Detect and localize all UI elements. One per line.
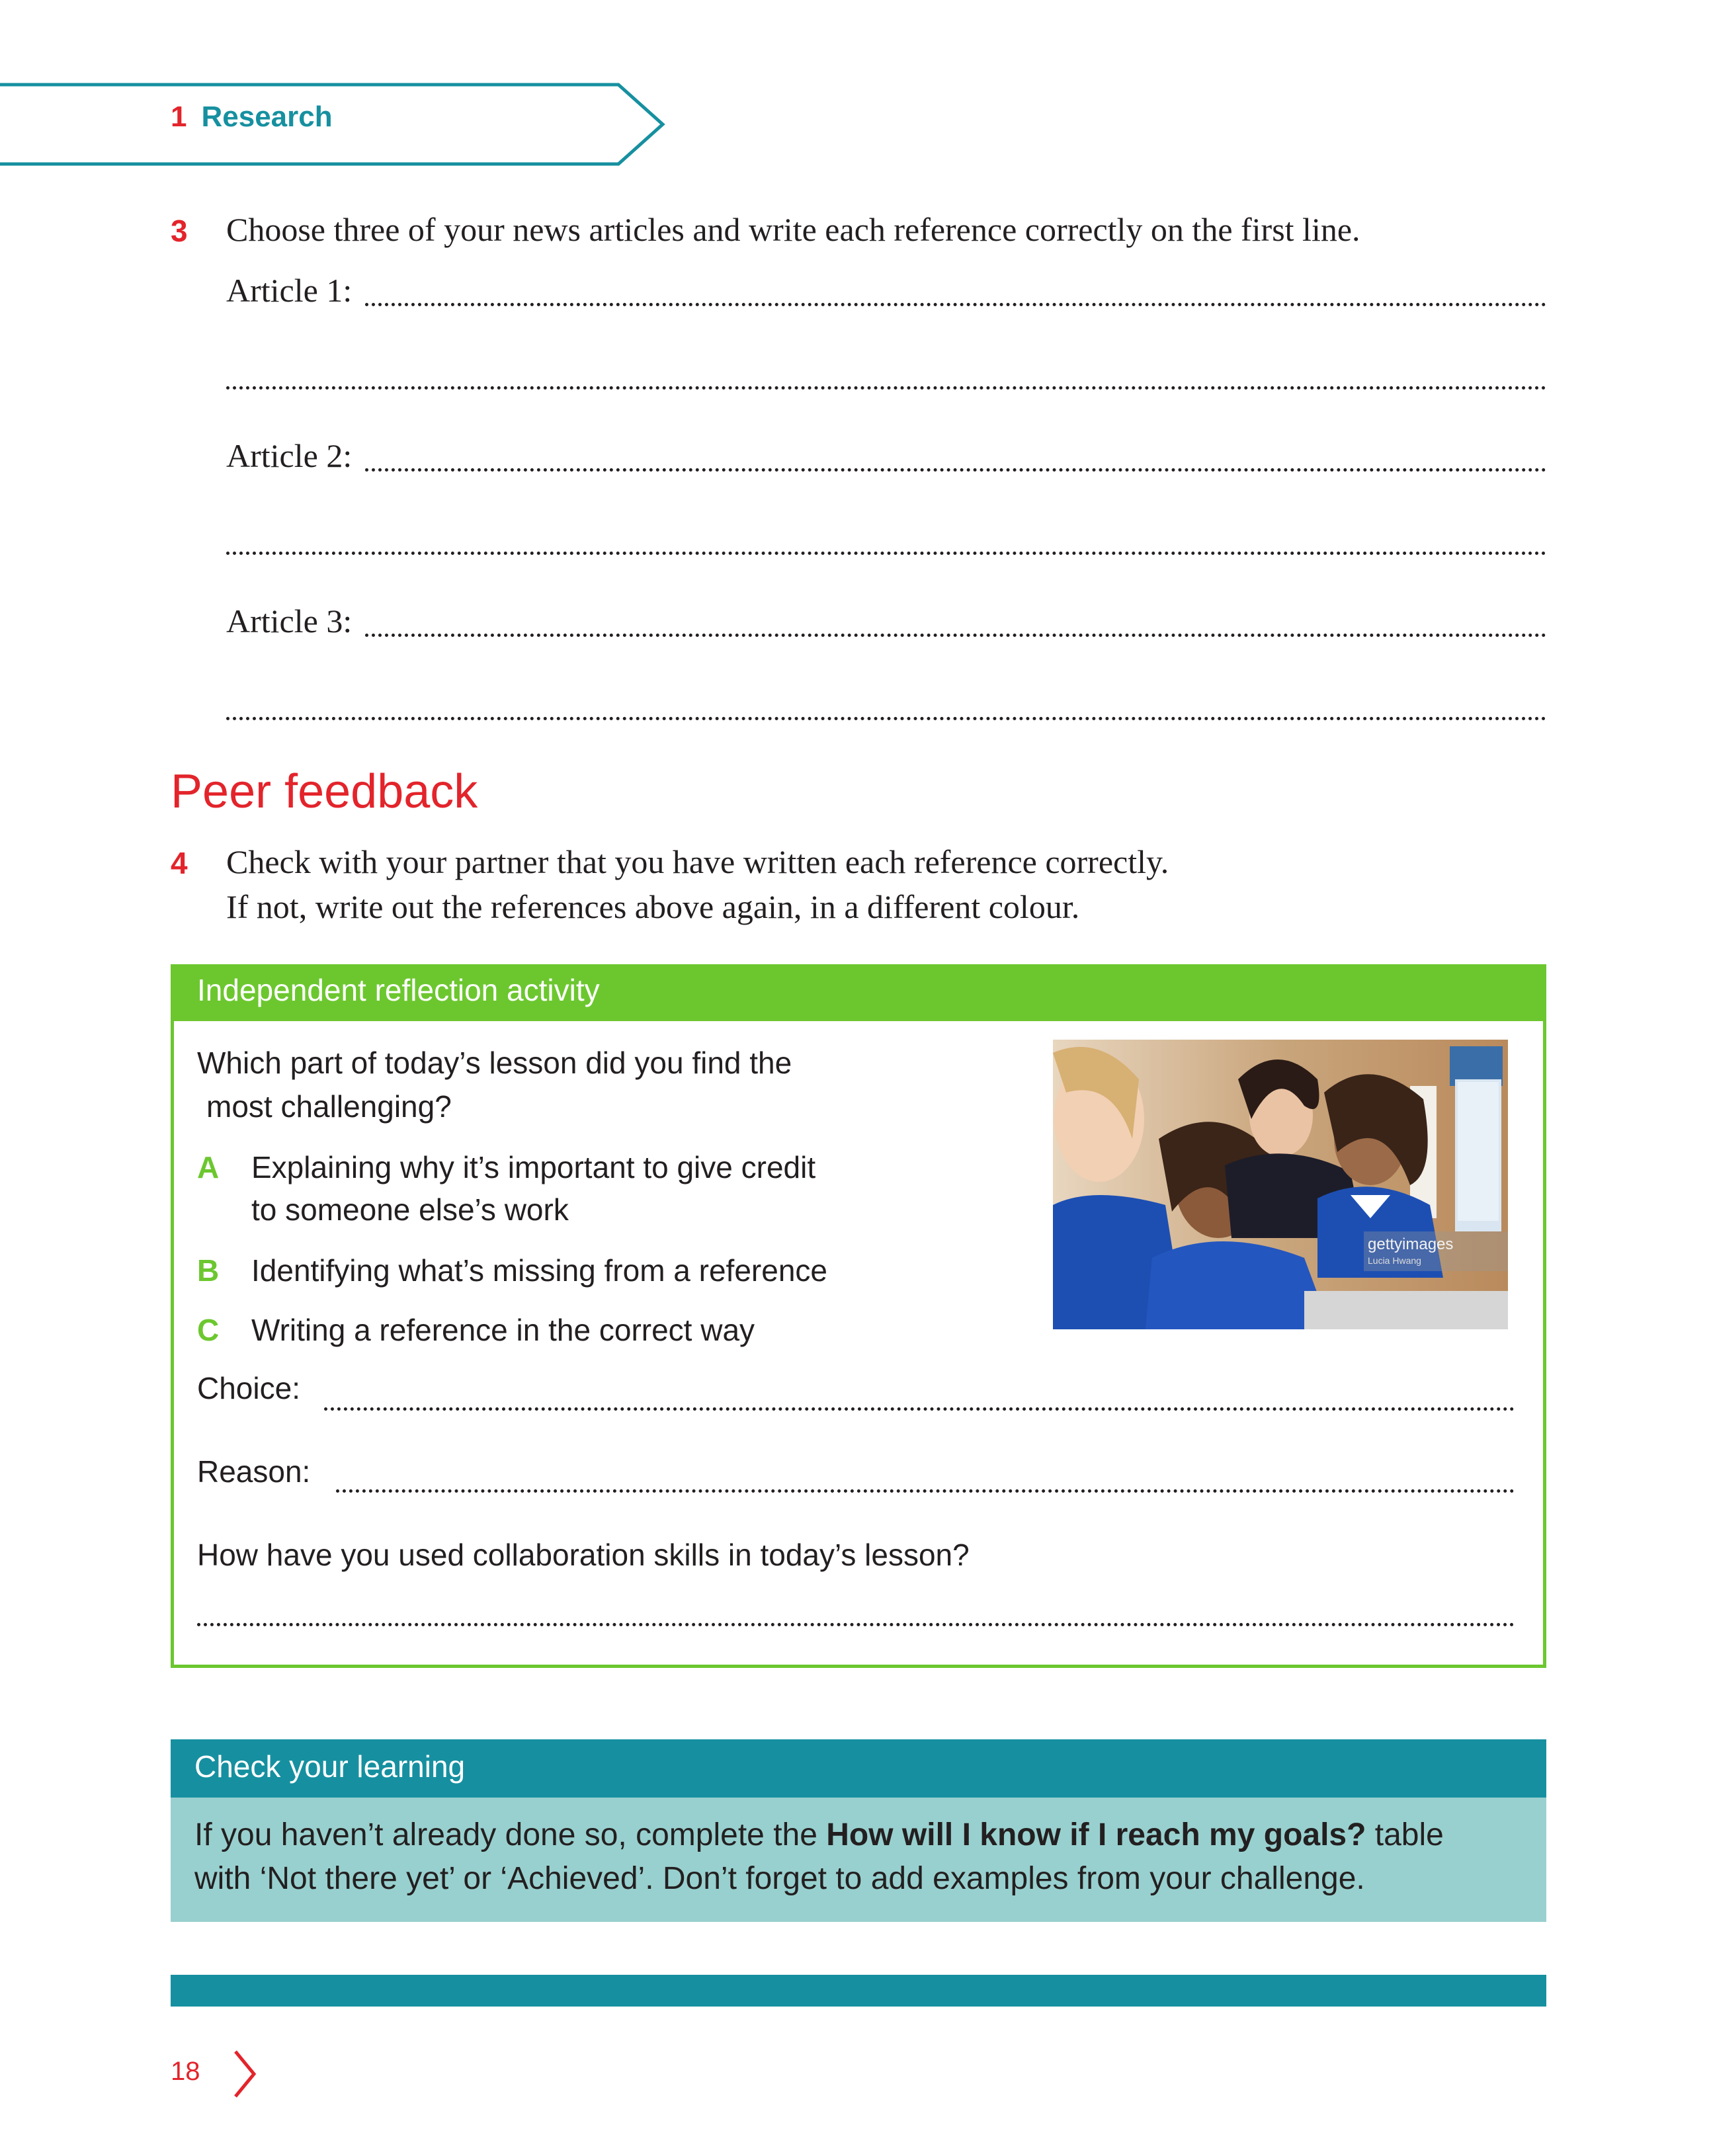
chevron-right-icon	[231, 2049, 258, 2099]
check-learning-line-1-end: table	[1366, 1817, 1444, 1852]
chapter-tab	[0, 82, 668, 167]
check-learning-line-1	[194, 1813, 1444, 1857]
reflection-title: Independent reflection activity	[197, 973, 600, 1007]
question-4-number: 4	[171, 846, 188, 880]
reason-answer-line[interactable]	[336, 1489, 1515, 1493]
chapter-number: 1	[171, 101, 187, 133]
collaboration-answer-line[interactable]	[197, 1623, 1515, 1626]
peer-feedback-heading: Peer feedback	[171, 765, 478, 818]
article-1-line-1[interactable]	[365, 303, 1546, 306]
footer-bar	[171, 1975, 1546, 2007]
photo-watermark: gettyimages	[1368, 1235, 1454, 1253]
article-1-label: Article 1:	[226, 272, 353, 309]
article-3-label: Article 3:	[226, 602, 353, 640]
article-2-line-2[interactable]	[226, 552, 1546, 555]
option-c-line-1: Writing a reference in the correct way	[251, 1313, 755, 1347]
article-2-line-1[interactable]	[365, 468, 1546, 472]
chapter-title: Research	[201, 101, 333, 133]
choice-label: Choice:	[197, 1371, 300, 1405]
check-learning-line-2: with ‘Not there yet’ or ‘Achieved’. Don’t forget to add examples from your challenge.	[194, 1861, 1365, 1896]
students-photo	[1053, 1040, 1508, 1329]
article-1-line-2[interactable]	[226, 386, 1546, 390]
question-4-line-2: If not, write out the references above again, in a different colour.	[226, 888, 1080, 925]
reason-label: Reason:	[197, 1454, 311, 1489]
choice-answer-line[interactable]	[324, 1407, 1515, 1411]
question-3-number: 3	[171, 214, 188, 248]
reflection-question-line-1: Which part of today’s lesson did you find the	[197, 1046, 792, 1080]
article-3-line-1[interactable]	[365, 634, 1546, 637]
goals-table-reference: How will I know if I reach my goals?	[826, 1817, 1366, 1852]
option-a-letter: A	[197, 1150, 220, 1184]
option-c-letter: C	[197, 1313, 220, 1347]
article-3-line-2[interactable]	[226, 717, 1546, 720]
option-b-letter: B	[197, 1253, 220, 1288]
option-b-line-1: Identifying what’s missing from a reference	[251, 1253, 827, 1288]
photo-credit: Lucia Hwang	[1368, 1255, 1421, 1266]
chapter-heading	[171, 101, 333, 134]
option-a-line-2: to someone else’s work	[251, 1192, 569, 1227]
collaboration-question: How have you used collaboration skills in today’s lesson?	[197, 1538, 970, 1572]
option-a-line-1: Explaining why it’s important to give credit	[251, 1150, 816, 1184]
page-number: 18	[171, 2057, 200, 2086]
article-2-label: Article 2:	[226, 437, 353, 474]
reflection-question-line-2: most challenging?	[206, 1089, 452, 1124]
check-learning-title: Check your learning	[194, 1749, 466, 1784]
question-4-line-1: Check with your partner that you have written each reference correctly.	[226, 843, 1169, 880]
question-3-text: Choose three of your news articles and write each reference correctly on the first line.	[226, 211, 1360, 248]
check-learning-line-1-start: If you haven’t already done so, complete the	[194, 1817, 827, 1852]
